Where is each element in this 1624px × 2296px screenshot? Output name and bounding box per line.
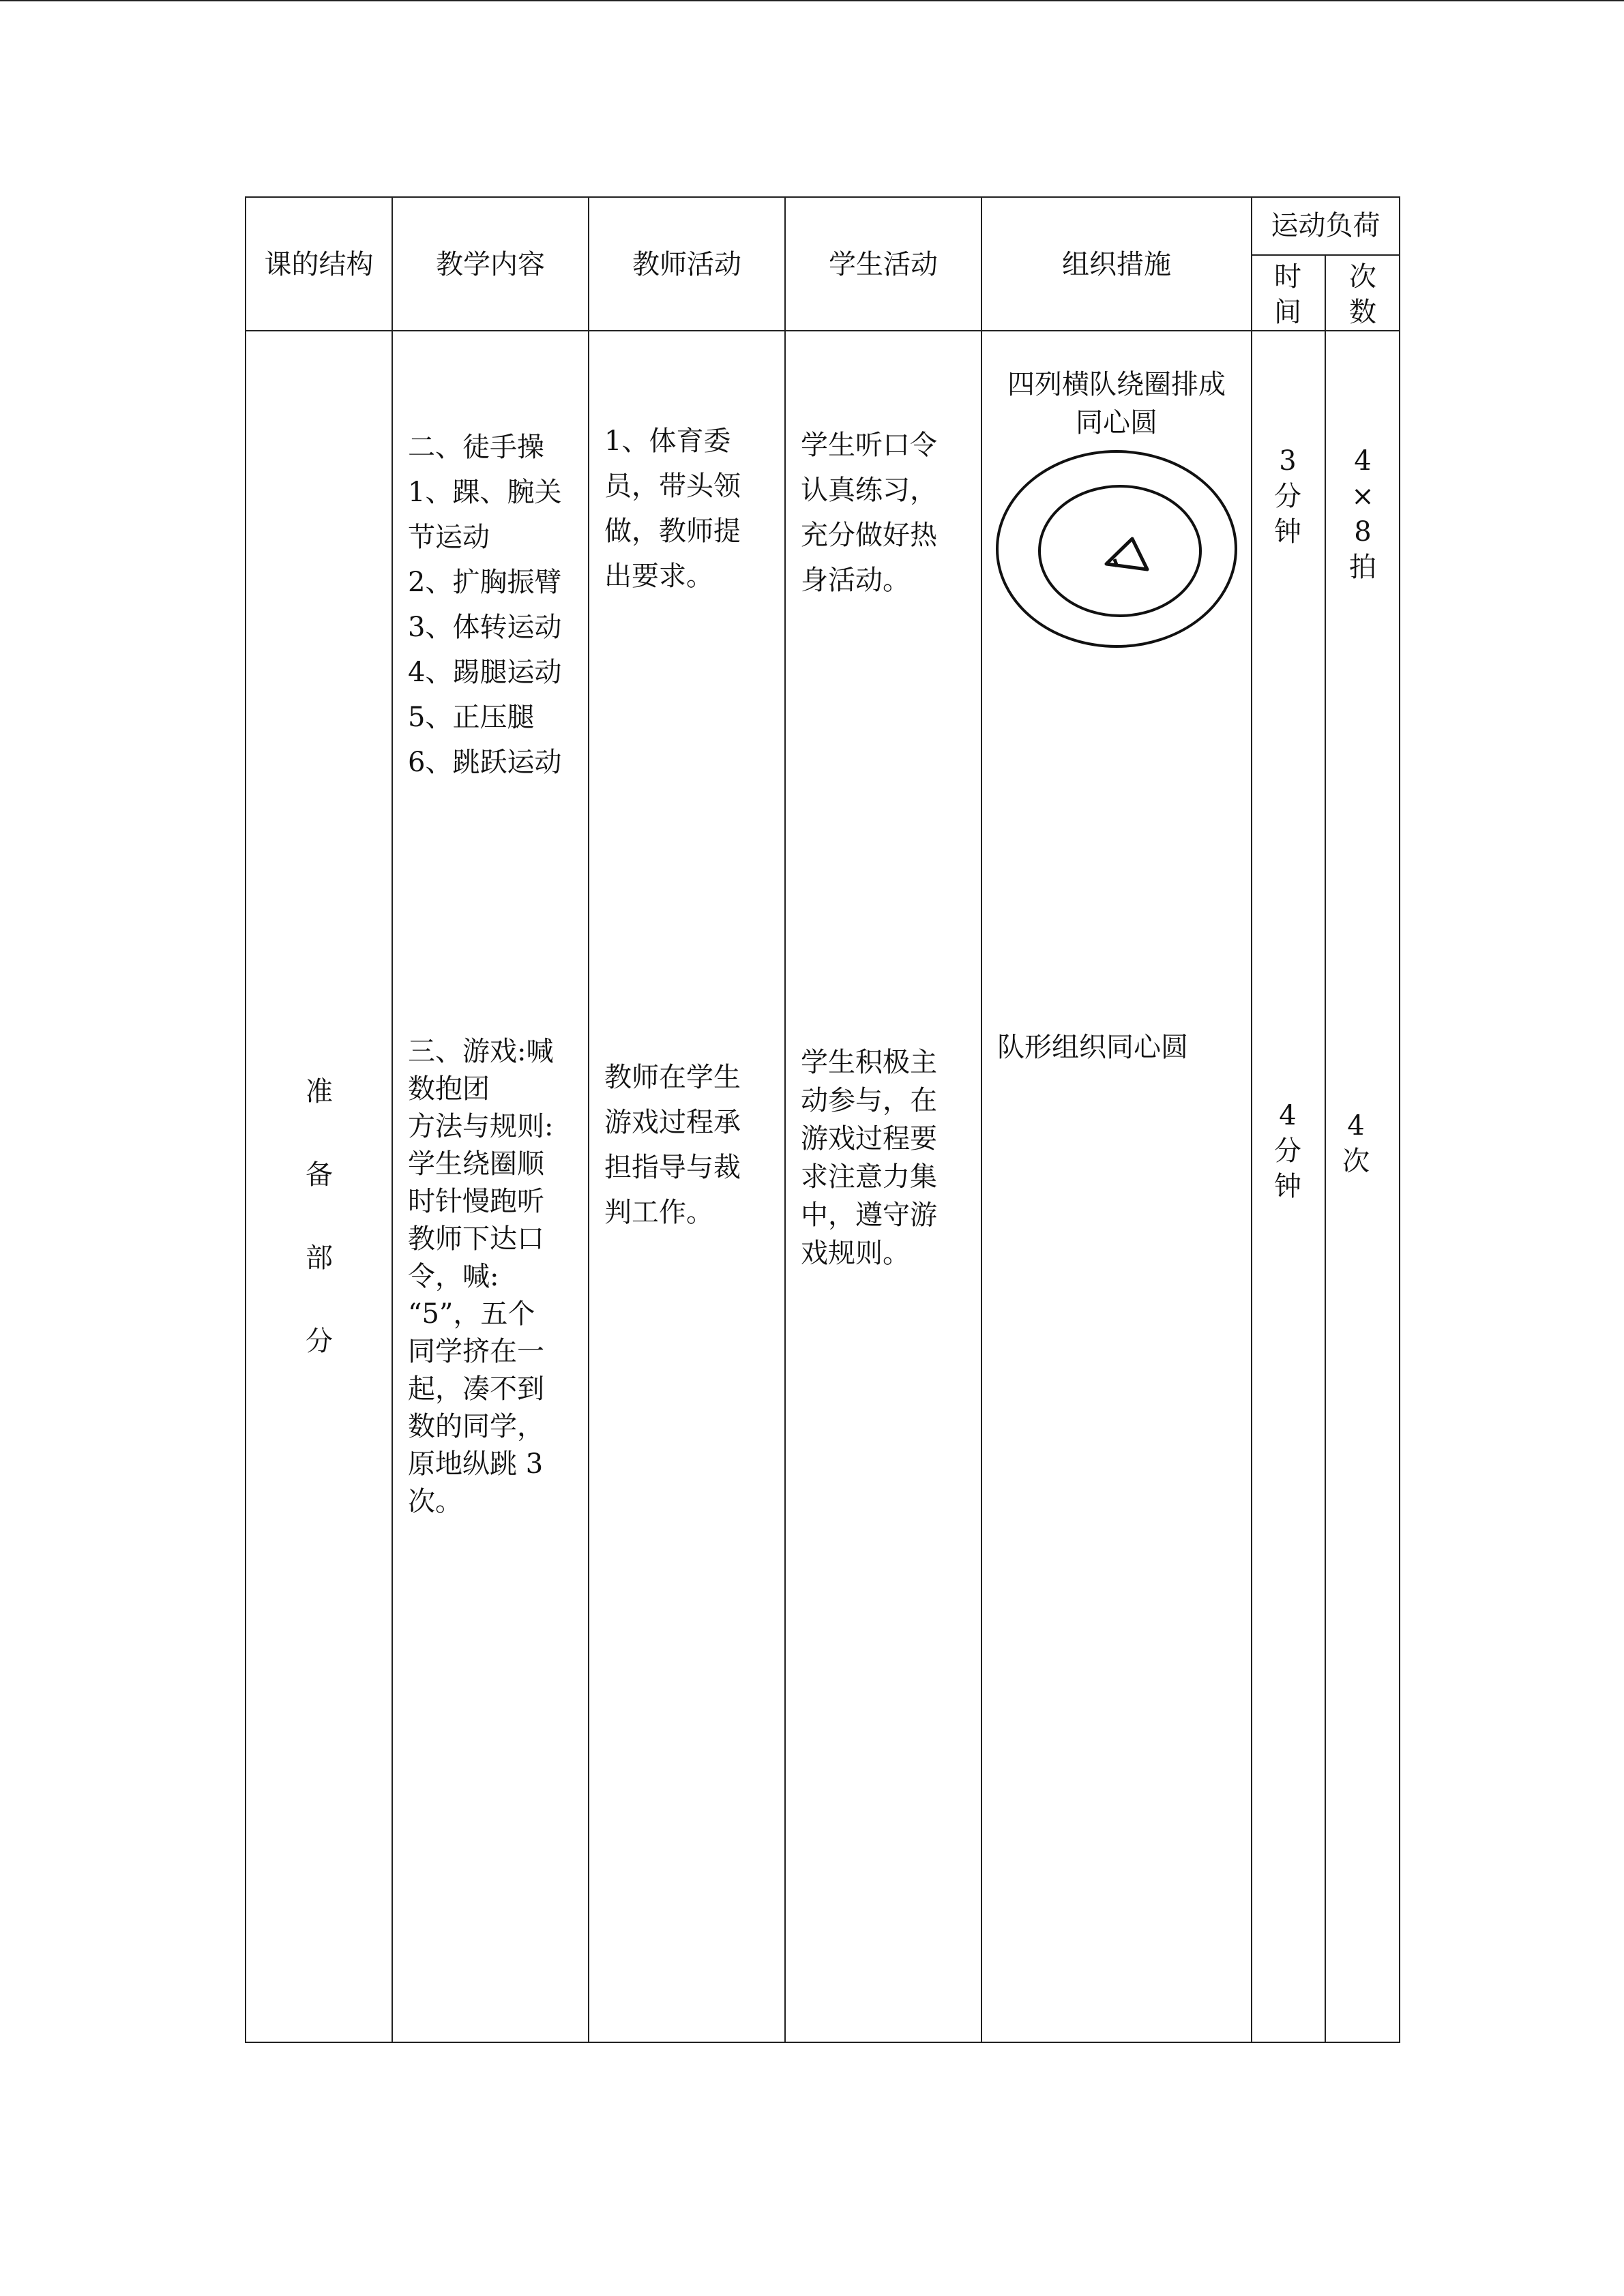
grid-col-2 — [588, 196, 589, 2043]
grid-col-4 — [981, 196, 982, 2043]
section-char-1: 准 — [306, 1076, 333, 1107]
row1-time-char: 3 — [1279, 445, 1297, 477]
header-structure: 课的结构 — [264, 249, 374, 280]
row1-teacher-line: 1、体育委 — [604, 426, 731, 457]
header-teacher: 教师活动 — [632, 249, 741, 280]
grid-col-1 — [392, 196, 393, 2043]
section-char-4: 分 — [306, 1326, 333, 1357]
row2-content-line: 数的同学， — [408, 1411, 544, 1442]
row1-teacher-line: 出要求。 — [604, 561, 713, 592]
grid-header-bottom — [245, 330, 1400, 331]
row1-student-line: 充分做好热 — [801, 520, 937, 551]
row2-organization: 队形组织同心圆 — [997, 1032, 1188, 1063]
row2-content-line: 同学挤在一 — [408, 1336, 544, 1367]
row2-content-line: 方法与规则: — [408, 1111, 554, 1142]
row1-student-line: 身活动。 — [801, 565, 910, 596]
row1-student — [801, 423, 978, 603]
row1-count-char: 拍 — [1349, 552, 1376, 583]
header-organization: 组织措施 — [1062, 249, 1171, 280]
row1-content-line: 6、跳跃运动 — [408, 747, 562, 778]
row2-content-line: 三、游戏:喊 — [408, 1036, 554, 1067]
header-content: 教学内容 — [436, 249, 545, 280]
row2-student-line: 学生积极主 — [801, 1047, 937, 1078]
row1-content-line: 二、徒手操 — [408, 432, 544, 463]
row1-content-line: 3、体转运动 — [408, 612, 562, 643]
row2-count-char: 4 — [1347, 1110, 1365, 1142]
page-top-rule — [0, 0, 1624, 1]
section-char-2: 备 — [306, 1159, 333, 1191]
row1-teacher — [604, 419, 782, 599]
row2-time-char: 4 — [1279, 1100, 1297, 1131]
row2-teacher-line: 教师在学生 — [604, 1062, 741, 1093]
row2-teacher — [604, 1055, 782, 1235]
row1-time-char: 钟 — [1274, 516, 1301, 548]
teacher-triangle-icon — [1106, 539, 1147, 569]
row2-content-line: 学生绕圈顺 — [408, 1148, 544, 1180]
row2-time-char: 钟 — [1274, 1171, 1301, 1202]
header-count — [1329, 259, 1397, 330]
row2-teacher-line: 游戏过程承 — [604, 1107, 741, 1138]
grid-load-divider — [1251, 254, 1400, 256]
row1-count — [1329, 443, 1397, 585]
row2-content-line: 数抱团 — [408, 1073, 490, 1105]
row2-content-line: 令，喊: — [408, 1261, 499, 1292]
row1-student-line: 学生听口令 — [801, 430, 937, 461]
row2-content-line: “5”，五个 — [408, 1298, 535, 1330]
header-time — [1254, 259, 1322, 330]
row1-content-line: 2、扩胸振臂 — [408, 567, 562, 598]
row1-count-char: 8 — [1354, 516, 1372, 548]
row1-organization-line: 四列横队绕圈排成 — [1007, 369, 1226, 400]
row2-teacher-line: 担指导与裁 — [604, 1152, 741, 1183]
row1-time — [1254, 443, 1322, 550]
row2-count — [1322, 1108, 1390, 1179]
row2-content — [408, 1033, 585, 1521]
row1-content-line: 5、正压腿 — [408, 702, 535, 733]
row1-content-line: 节运动 — [408, 522, 490, 553]
row1-count-char: × — [1351, 481, 1374, 512]
row2-teacher-line: 判工作。 — [604, 1197, 713, 1228]
row1-teacher-line: 员，带头领 — [604, 471, 741, 502]
row2-content-line: 时针慢跑听 — [408, 1186, 544, 1217]
row2-student — [801, 1043, 978, 1272]
row2-content-line: 原地纵跳 3 — [408, 1448, 544, 1480]
row1-count-char: 4 — [1354, 445, 1372, 477]
row2-student-line: 戏规则。 — [801, 1238, 910, 1269]
concentric-circle-diagram — [996, 447, 1241, 651]
row1-organization — [982, 366, 1251, 442]
grid-col-5 — [1251, 196, 1252, 2043]
row1-content — [408, 425, 585, 785]
row1-organization-line: 同心圆 — [1076, 407, 1157, 438]
row1-teacher-line: 做，教师提 — [604, 516, 741, 547]
row1-student-line: 认真练习， — [801, 475, 937, 506]
row2-content-line: 起，凑不到 — [408, 1373, 544, 1405]
row2-time-char: 分 — [1274, 1135, 1301, 1167]
row2-count-char: 次 — [1342, 1146, 1370, 1177]
section-label — [285, 1050, 353, 1383]
row1-content-line: 4、踢腿运动 — [408, 657, 562, 688]
header-student: 学生活动 — [829, 249, 938, 280]
row2-time — [1254, 1098, 1322, 1204]
row2-student-line: 求注意力集 — [801, 1161, 937, 1193]
row1-content-line: 1、踝、腕关 — [408, 477, 562, 508]
header-count-char: 次数 — [1349, 261, 1376, 328]
row2-student-line: 动参与，在 — [801, 1085, 937, 1116]
row2-student-line: 游戏过程要 — [801, 1123, 937, 1154]
row1-time-char: 分 — [1274, 481, 1301, 512]
row2-content-line: 教师下达口 — [408, 1223, 544, 1255]
row2-student-line: 中，遵守游 — [801, 1199, 937, 1231]
grid-col-3 — [784, 196, 786, 2043]
header-time-char: 时间 — [1274, 261, 1301, 328]
row2-content-line: 次。 — [408, 1486, 462, 1517]
header-load: 运动负荷 — [1271, 210, 1381, 241]
section-char-3: 部 — [306, 1242, 333, 1274]
